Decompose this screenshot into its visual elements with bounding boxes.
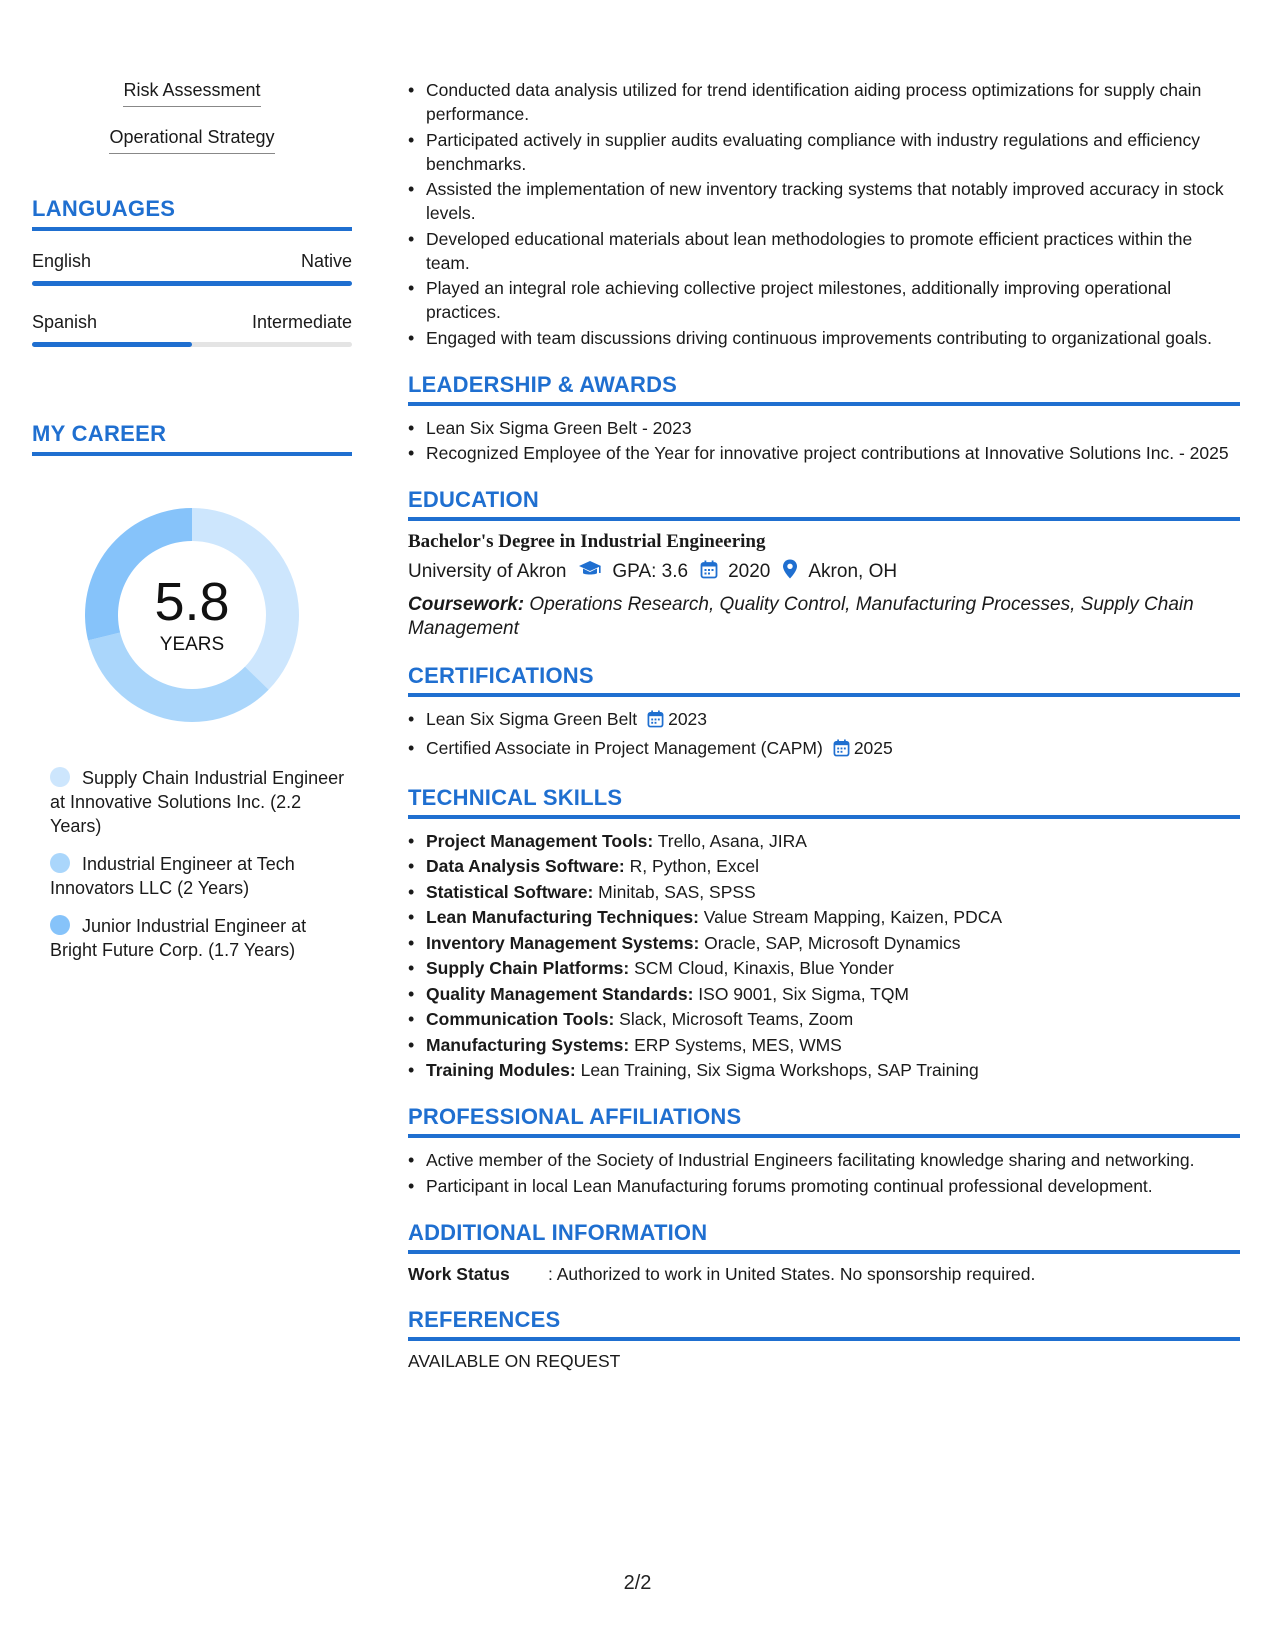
school-name: University of Akron [408, 561, 567, 582]
education-meta [408, 559, 1240, 585]
right-column [408, 78, 1240, 1372]
legend-item: Supply Chain Industrial Engineer at Innovative Solutions Inc. (2.2 Years) [50, 768, 345, 836]
graduation-cap-icon [578, 560, 602, 584]
language-item [32, 312, 352, 347]
legend-dot [50, 853, 70, 873]
references-text: AVAILABLE ON REQUEST [408, 1350, 621, 1371]
skill-tag: Risk Assessment [32, 80, 352, 107]
list-item: • Played an integral role achieving collective project milestones, additionally improving operational practices. [426, 276, 1240, 324]
list-item: • Project Management Tools: Trello, Asana, JIRA [426, 829, 1240, 853]
language-item [32, 251, 352, 286]
list-item: • Communication Tools: Slack, Microsoft Teams, Zoom [426, 1007, 1240, 1031]
calendar-icon [647, 710, 664, 734]
skill-tag: Operational Strategy [32, 127, 352, 154]
list-item: • Conducted data analysis utilized for trend identification aiding process optimizations for supply chain performance. [426, 78, 1240, 126]
technical-skills-heading: TECHNICAL SKILLS [408, 785, 1240, 819]
work-status-row [408, 1264, 1240, 1285]
language-bar-fill [32, 342, 192, 347]
work-status-label: Work Status [408, 1263, 510, 1284]
list-item: • Quality Management Standards: ISO 9001, Six Sigma, TQM [426, 982, 1240, 1006]
career-heading: MY CAREER [32, 421, 352, 456]
language-level: Intermediate [251, 312, 352, 332]
language-bar [32, 342, 352, 347]
additional-info-heading: ADDITIONAL INFORMATION [408, 1220, 1240, 1254]
list-item: • Active member of the Society of Industrial Engineers facilitating knowledge sharing and networking. [426, 1148, 1240, 1172]
list-item: • Data Analysis Software: R, Python, Excel [426, 854, 1240, 878]
list-item: • Certified Associate in Project Management (CAPM) 2025 [426, 736, 1240, 763]
languages-heading: LANGUAGES [32, 196, 352, 231]
legend-item: Junior Industrial Engineer at Bright Future Corp. (1.7 Years) [50, 916, 307, 960]
list-item: • Participant in local Lean Manufacturing forums promoting continual professional development. [426, 1174, 1240, 1198]
work-status-value: : Authorized to work in United States. No sponsorship required. [548, 1263, 1036, 1284]
legend-dot [50, 767, 70, 787]
experience-bullets [408, 78, 1240, 350]
list-item: • Supply Chain Platforms: SCM Cloud, Kinaxis, Blue Yonder [426, 956, 1240, 980]
list-item: • Lean Six Sigma Green Belt - 2023 [426, 416, 1240, 440]
list-item: • Lean Six Sigma Green Belt 2023 [426, 707, 1240, 734]
language-name: Spanish [32, 312, 98, 332]
list-item: • Manufacturing Systems: ERP Systems, MES, WMS [426, 1033, 1240, 1057]
list-item: • Engaged with team discussions driving continuous improvements contributing to organizational goals. [426, 326, 1240, 350]
calendar-icon [700, 560, 718, 585]
language-bar [32, 281, 352, 286]
list-item: • Training Modules: Lean Training, Six Sigma Workshops, SAP Training [426, 1058, 1240, 1082]
degree-title: Bachelor's Degree in Industrial Engineering [408, 531, 766, 552]
career-legend [32, 766, 352, 962]
language-bar-fill [32, 281, 352, 286]
references-heading: REFERENCES [408, 1307, 1240, 1341]
legend-item: Industrial Engineer at Tech Innovators LLC (2 Years) [50, 854, 295, 898]
career-total: 5.8 [154, 572, 230, 632]
coursework: Coursework: Operations Research, Quality Control, Manufacturing Processes, Supply Chain Management [408, 594, 1194, 639]
technical-skills-list [408, 829, 1240, 1083]
list-item: • Recognized Employee of the Year for innovative project contributions at Innovative Solutions Inc. - 2025 [426, 441, 1240, 465]
list-item: • Lean Manufacturing Techniques: Value Stream Mapping, Kaizen, PDCA [426, 905, 1240, 929]
list-item: • Developed educational materials about lean methodologies to promote efficient practices within the team. [426, 227, 1240, 275]
list-item: • Statistical Software: Minitab, SAS, SPSS [426, 880, 1240, 904]
language-name: English [32, 251, 92, 271]
location-pin-icon [782, 559, 798, 585]
list-item: • Assisted the implementation of new inventory tracking systems that notably improved accuracy in stock levels. [426, 177, 1240, 225]
career-unit: YEARS [159, 634, 225, 655]
graduation-year: 2020 [728, 561, 771, 582]
calendar-icon [833, 739, 850, 763]
education-heading: EDUCATION [408, 487, 1240, 521]
school-location: Akron, OH [808, 561, 898, 582]
certifications-heading: CERTIFICATIONS [408, 663, 1240, 697]
career-donut-chart [77, 500, 307, 730]
leadership-heading: LEADERSHIP & AWARDS [408, 372, 1240, 406]
left-column [32, 80, 352, 976]
page-number: 2/2 [623, 1572, 652, 1594]
legend-dot [50, 915, 70, 935]
language-level: Native [300, 251, 352, 271]
list-item: • Inventory Management Systems: Oracle, SAP, Microsoft Dynamics [426, 931, 1240, 955]
certifications-list [408, 707, 1240, 763]
affiliations-heading: PROFESSIONAL AFFILIATIONS [408, 1104, 1240, 1138]
affiliations-list [408, 1148, 1240, 1198]
gpa: GPA: 3.6 [612, 561, 689, 582]
leadership-list [408, 416, 1240, 466]
list-item: • Participated actively in supplier audits evaluating compliance with industry regulations and efficiency benchmarks. [426, 128, 1240, 176]
